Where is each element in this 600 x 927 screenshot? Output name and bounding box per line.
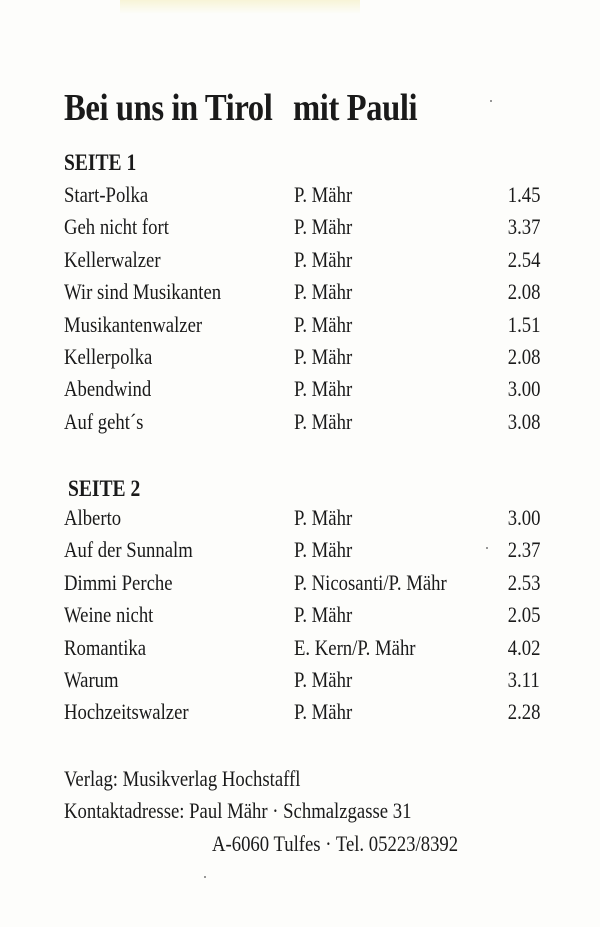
track-duration: 2.08 bbox=[507, 343, 540, 369]
track-duration: 2.53 bbox=[507, 569, 540, 595]
album-title bbox=[64, 86, 417, 130]
track-title: Kellerwalzer bbox=[64, 246, 161, 272]
track-duration: 2.28 bbox=[507, 699, 540, 725]
contact-address-line: Kontaktadresse: Paul Mähr · Schmalzgasse 31 bbox=[64, 798, 412, 823]
track-duration: 3.00 bbox=[507, 505, 540, 530]
paper-speck bbox=[490, 100, 492, 102]
track-row bbox=[0, 214, 600, 246]
track-row bbox=[0, 376, 600, 408]
track-composer: P. Mähr bbox=[294, 376, 353, 402]
track-title: Abendwind bbox=[64, 376, 152, 402]
track-title: Auf der Sunnalm bbox=[64, 537, 193, 563]
track-composer: P. Mähr bbox=[294, 343, 353, 369]
track-title: Geh nicht fort bbox=[64, 214, 169, 240]
track-title: Warum bbox=[64, 666, 119, 692]
track-row bbox=[0, 182, 600, 214]
track-title: Hochzeitswalzer bbox=[64, 699, 189, 725]
track-duration: 3.08 bbox=[507, 408, 540, 434]
track-duration: 3.00 bbox=[507, 376, 540, 402]
paper-speck bbox=[204, 876, 206, 878]
track-duration: 2.54 bbox=[507, 246, 540, 272]
track-row bbox=[0, 635, 600, 667]
track-row bbox=[0, 312, 600, 344]
track-duration: 1.45 bbox=[507, 182, 540, 207]
track-title: Weine nicht bbox=[64, 602, 154, 628]
track-composer: P. Mähr bbox=[294, 666, 353, 692]
track-composer: P. Mähr bbox=[294, 182, 353, 207]
album-title-artist: mit Pauli bbox=[293, 87, 418, 129]
track-row bbox=[0, 409, 600, 441]
track-duration: 2.05 bbox=[507, 602, 540, 628]
track-title: Start-Polka bbox=[64, 182, 149, 207]
track-row bbox=[0, 247, 600, 279]
track-row bbox=[0, 570, 600, 602]
paper-speck bbox=[486, 547, 488, 549]
paper-stain bbox=[120, 0, 360, 14]
track-composer: P. Mähr bbox=[294, 699, 353, 725]
track-composer: P. Mähr bbox=[294, 602, 353, 628]
track-row bbox=[0, 279, 600, 311]
track-title: Auf geht´s bbox=[64, 408, 144, 434]
track-composer: P. Mähr bbox=[294, 505, 353, 530]
track-composer: P. Nicosanti/P. Mähr bbox=[294, 569, 447, 595]
track-composer: P. Mähr bbox=[294, 214, 353, 240]
side-2-heading: SEITE 2 bbox=[68, 476, 141, 501]
track-title: Romantika bbox=[64, 634, 147, 660]
track-row bbox=[0, 344, 600, 376]
track-row bbox=[0, 537, 600, 569]
track-duration: 4.02 bbox=[507, 634, 540, 660]
side-1-tracklist bbox=[0, 182, 600, 441]
track-duration: 2.37 bbox=[507, 537, 540, 563]
track-title: Dimmi Perche bbox=[64, 569, 173, 595]
city-phone-line: A-6060 Tulfes · Tel. 05223/8392 bbox=[212, 831, 459, 856]
track-duration: 3.37 bbox=[507, 214, 540, 240]
track-composer: E. Kern/P. Mähr bbox=[294, 634, 416, 660]
track-duration: 2.08 bbox=[507, 279, 540, 305]
side-1-heading: SEITE 1 bbox=[64, 150, 137, 175]
track-composer: P. Mähr bbox=[294, 311, 353, 337]
track-composer: P. Mähr bbox=[294, 279, 353, 305]
track-title: Wir sind Musikanten bbox=[64, 279, 222, 305]
track-row bbox=[0, 602, 600, 634]
side-2-tracklist bbox=[0, 505, 600, 732]
track-row bbox=[0, 667, 600, 699]
track-title: Alberto bbox=[64, 505, 122, 530]
track-composer: P. Mähr bbox=[294, 246, 353, 272]
track-duration: 3.11 bbox=[507, 666, 540, 692]
publisher-line: Verlag: Musikverlag Hochstaffl bbox=[64, 766, 301, 791]
track-title: Kellerpolka bbox=[64, 343, 153, 369]
track-composer: P. Mähr bbox=[294, 408, 353, 434]
track-title: Musikantenwalzer bbox=[64, 311, 203, 337]
album-title-main: Bei uns in Tirol bbox=[64, 87, 273, 129]
track-row bbox=[0, 505, 600, 537]
track-duration: 1.51 bbox=[507, 311, 540, 337]
track-composer: P. Mähr bbox=[294, 537, 353, 563]
track-row bbox=[0, 699, 600, 731]
